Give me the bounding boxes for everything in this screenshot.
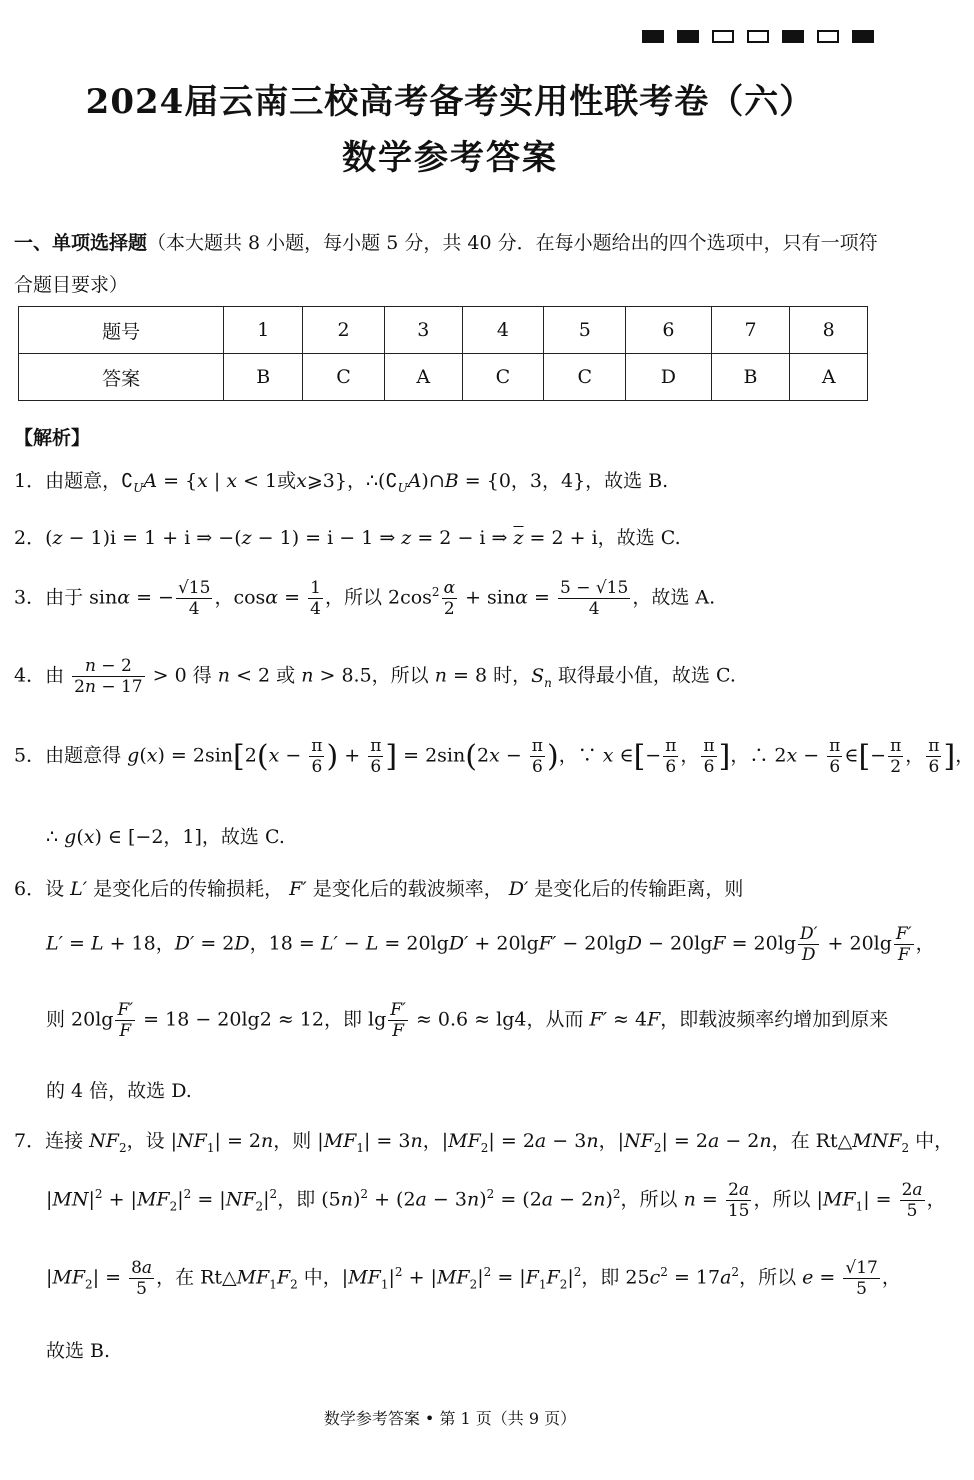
row-label: 题号	[19, 307, 224, 354]
table-cell: D	[626, 354, 711, 401]
solution-4: 4．由 $\frac{n - 2}{2n - 17}$ > 0 得 n < 2 或 n > 8.5，所以 n = 8 时，$S_n$ 取得最小值，故选 C.	[14, 656, 736, 697]
table-cell: A	[790, 354, 868, 401]
table-cell: 7	[711, 307, 790, 354]
table-cell: C	[462, 354, 544, 401]
solution-7-cont1: $|MN|^2 + |MF_2|^2 = |NF_2|^2$，即 $(5n)^2 + (2a - 3n)^2 = (2a - 2n)^2$，所以 n = $\frac{2a}{15}$ ，所以 $|MF_1|$ = $\frac{2a}{5}$ ，	[46, 1180, 946, 1221]
table-cell: A	[384, 354, 462, 401]
table-cell: B	[711, 354, 790, 401]
answer-table	[18, 306, 868, 401]
table-row	[19, 354, 868, 401]
row-label: 答案	[19, 354, 224, 401]
section-heading	[14, 222, 880, 306]
solution-2: 2．(z − 1)i = 1 + i ⇒ −(z − 1) = i − 1 ⇒ z = 2 − i ⇒ $\overline{z} = 2 + i$，故选 C.	[14, 527, 681, 549]
table-row	[19, 307, 868, 354]
solution-7-cont3: 故选 B.	[46, 1340, 111, 1362]
table-cell: 1	[224, 307, 303, 354]
page-footer: 数学参考答案 • 第 1 页（共 9 页）	[323, 1409, 577, 1428]
document-subtitle: 数学参考答案	[342, 138, 558, 178]
table-cell: 3	[384, 307, 462, 354]
solution-7-cont2: $|MF_2|$ = $\frac{8a}{5}$ ，在 $Rt\triangle MF_1F_2$ 中，$|MF_1|^2 + |MF_2|^2 = |F_1F_2|^2$，即 $25c^2 = 17a^2$，所以 e = $\frac{√17}{5}$ ，	[46, 1258, 901, 1299]
table-cell: C	[544, 354, 626, 401]
analysis-heading: 【解析】	[14, 427, 91, 449]
solution-1: 1．由题意，$∁_UA = \{x$ | x < 1或x⩾3}，$\therefore(∁_UA)\cap B = \{0$，3，4}，故选 B.	[14, 470, 669, 495]
solution-5-cont: ∴ g(x) ∈ [−2，1]，故选 C.	[46, 826, 285, 848]
table-cell: B	[224, 354, 303, 401]
table-cell: 5	[544, 307, 626, 354]
table-cell: 8	[790, 307, 868, 354]
document-title: 2024届云南三校高考备考实用性联考卷（六）	[85, 82, 815, 122]
table-cell: 6	[626, 307, 711, 354]
solution-3: 3．由于 sinα = − $\frac{√15}{4}$ ，cosα = $\frac{1}{4}$ ，所以 $2\cos^2$ $\frac{\alpha}{2}$ + sinα = $\frac{5 - √15}{4}$ ，故选 A.	[14, 578, 716, 619]
solution-6-cont1: L′ = L + 18，D′ = 2D，18 = L′ − L = 20lgD′ + 20lgF′ − 20lgD − 20lgF = 20lg $\frac{D'}{D}$ + 20lg $\frac{F'}{F}$ ，	[46, 924, 935, 965]
solution-6: 6．设 L′ 是变化后的传输损耗， F′ 是变化后的载波频率， D′ 是变化后的传输距离，则	[14, 878, 744, 900]
solution-5: 5．由题意得 g(x) = 2sin[2(x − $\frac{\pi}{6}$ ) + $\frac{\pi}{6}$ ] = 2sin(2x − $\frac{\pi}{6}$ )，∵ x ∈[− $\frac{\pi}{6}$ ， $\frac{\pi}{6}$ ]，∴ 2x − $\frac{\pi}{6}$ ∈[− $\frac{\pi}{2}$ ， $\frac{\pi}{6}$ ]，	[14, 736, 974, 777]
solution-6-cont2: 则 20lg $\frac{F'}{F}$ = 18 − 20lg2 ≈ 12，即 lg $\frac{F'}{F}$ ≈ 0.6 ≈ lg4，从而 F′ ≈ 4F，即载波频率约增加到原来	[46, 1000, 889, 1041]
section-title: 一、单项选择题	[14, 232, 148, 254]
table-cell: 4	[462, 307, 544, 354]
solution-6-cont3: 的 4 倍，故选 D.	[46, 1080, 192, 1102]
corner-marks	[642, 30, 874, 43]
table-cell: C	[303, 354, 385, 401]
table-cell: 2	[303, 307, 385, 354]
solution-7: 7．连接 $NF_2$，设 $|NF_1| = 2n$，则 $|MF_1| = 3n$，$|MF_2| = 2a - 3n$，$|NF_2| = 2a - 2n$，在 $Rt\triangle MNF_2$ 中，	[14, 1130, 954, 1155]
section-description: （本大题共 8 小题，每小题 5 分，共 40 分．在每小题给出的四个选项中，只有一项符合题目要求）	[14, 232, 878, 296]
